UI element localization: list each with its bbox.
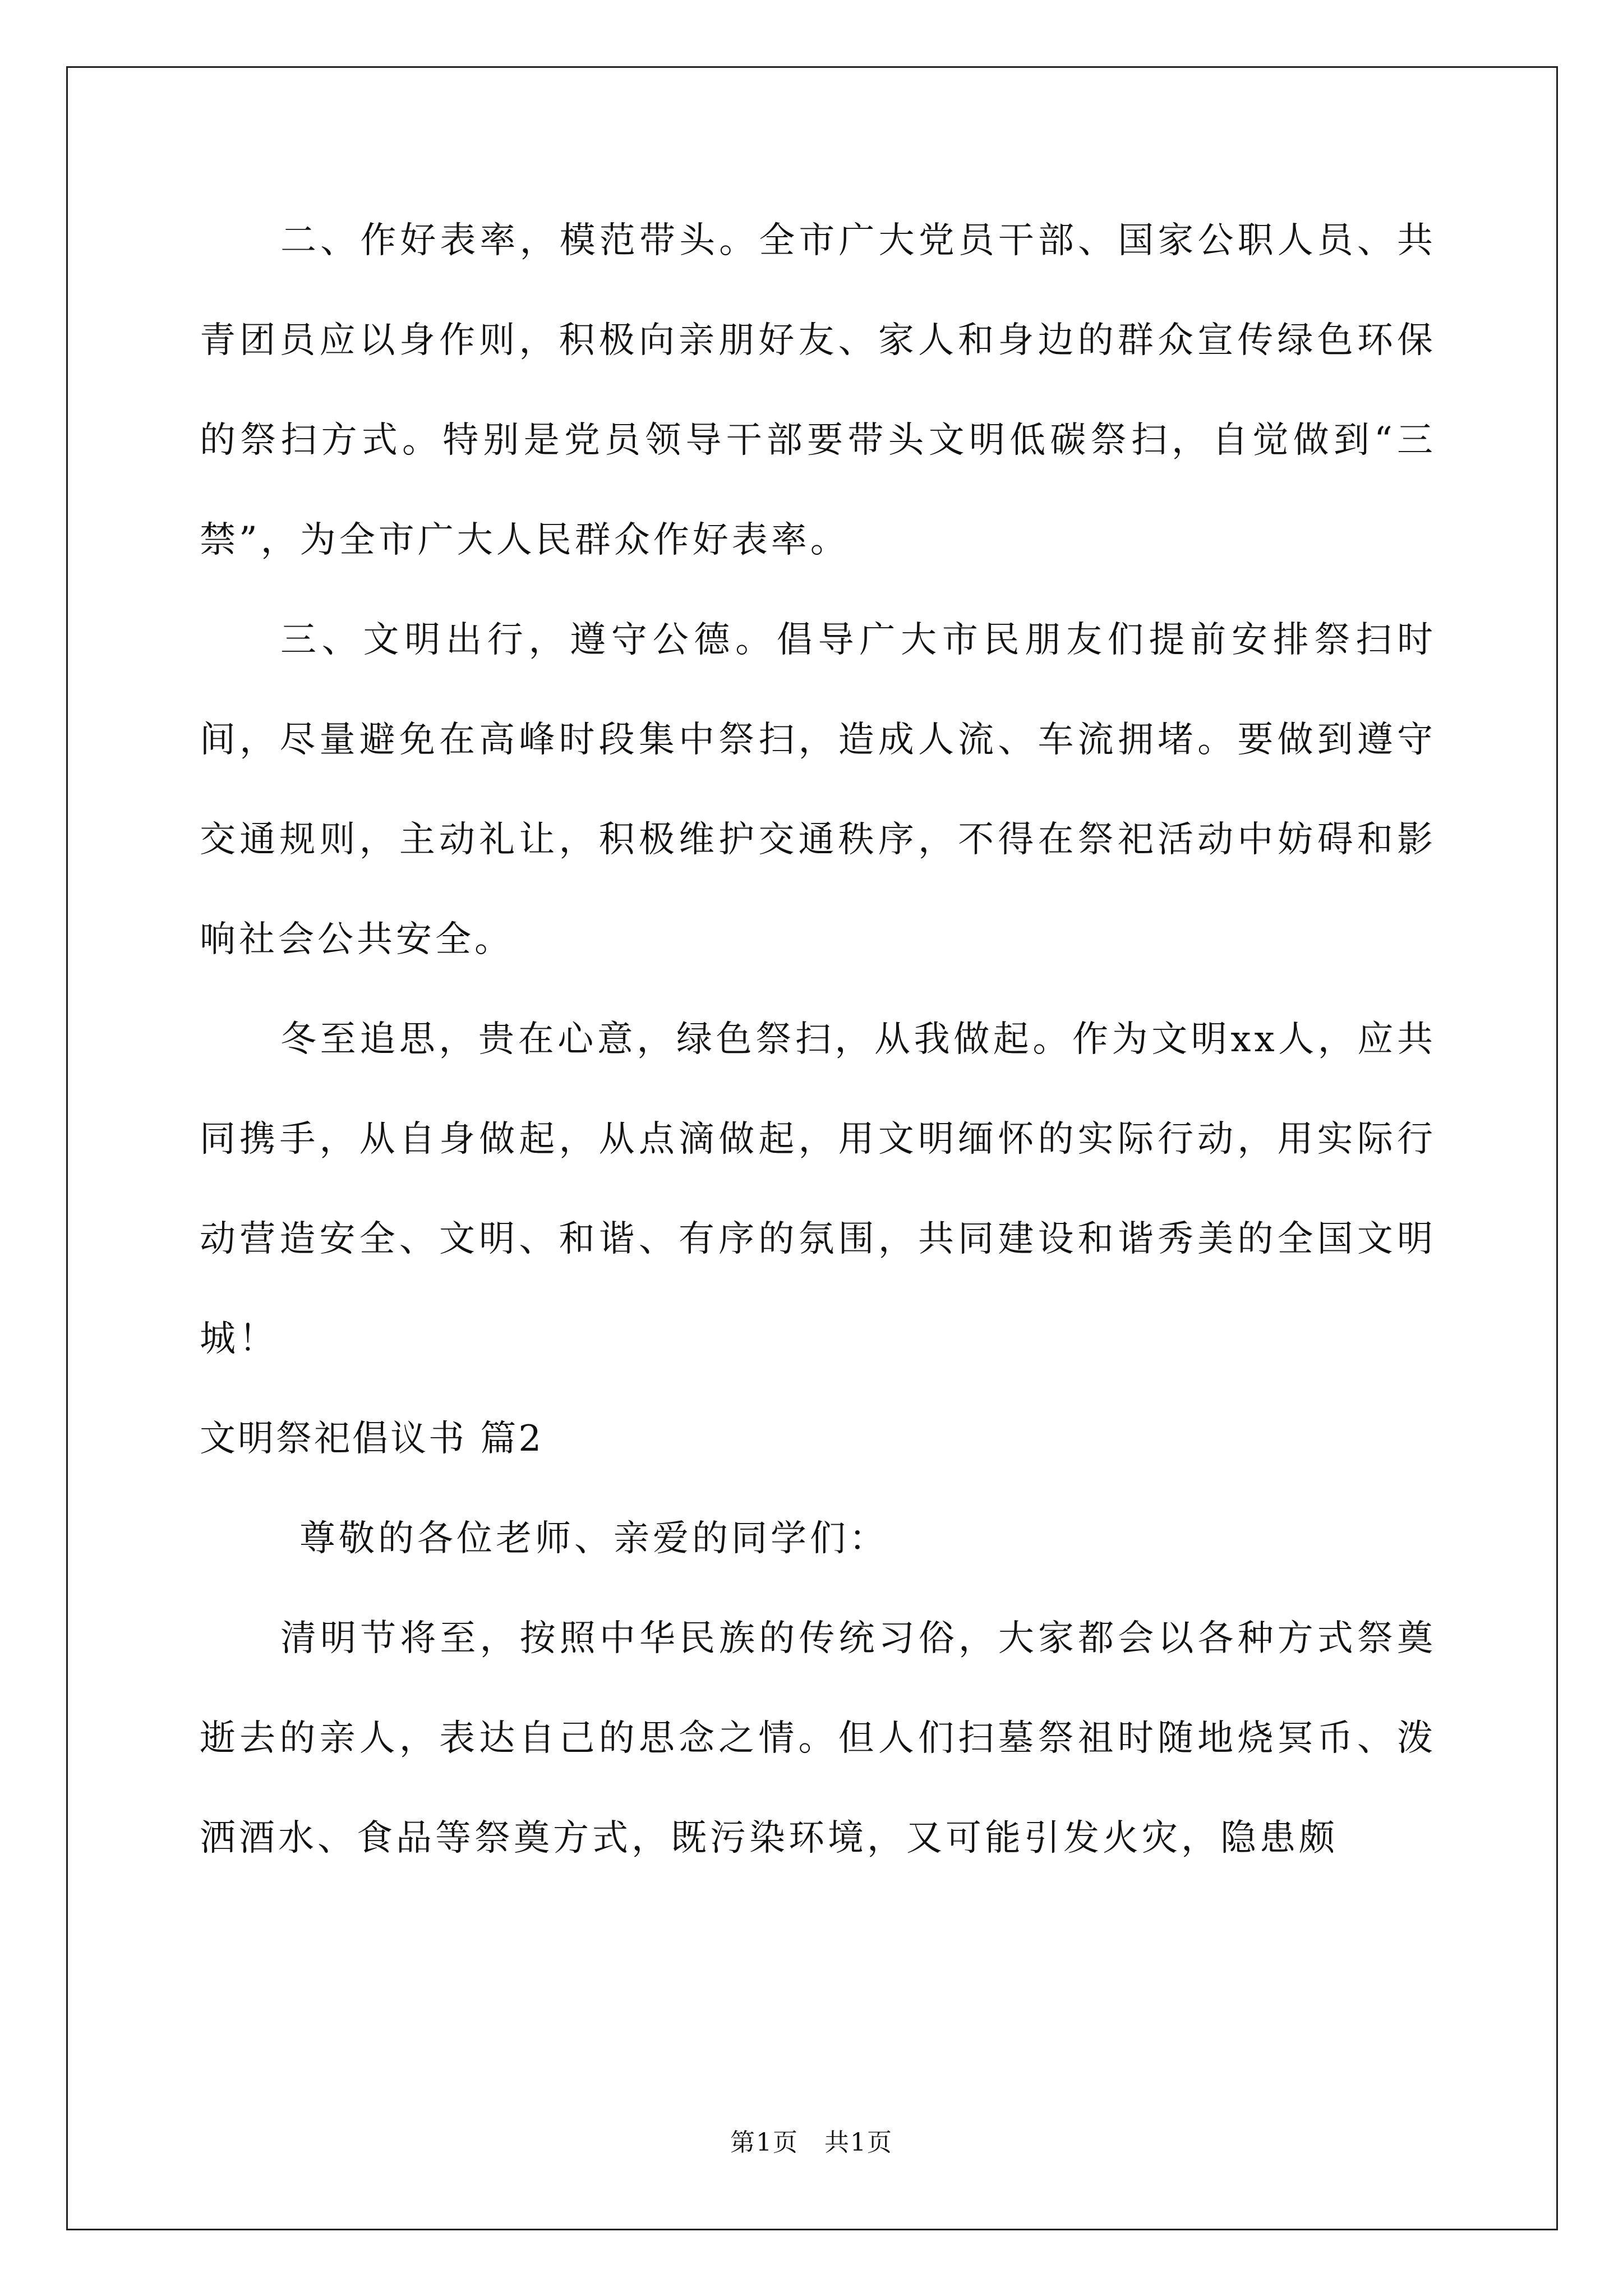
salutation-line: 尊敬的各位老师、亲爱的同学们： [299, 1518, 888, 1559]
document-body [200, 191, 1436, 1888]
paragraph-qingming-intro: 清明节将至，按照中华民族的传统习俗，大家都会以各种方式祭奠逝去的亲人，表达自己的思念之情。但人们扫墓祭祖时随地烧冥币、泼洒酒水、食品等祭奠方式，既污染环境，又可能引发火灾，隐患颇 [200, 1618, 1436, 1859]
paragraph-civil-travel: 三、文明出行，遵守公德。倡导广大市民朋友们提前安排祭扫时间，尽量避免在高峰时段集中祭扫，造成人流、车流拥堵。要做到遵守交通规则，主动礼让，积极维护交通秩序，不得在祭祀活动中妨碍和影响社会公共安全。 [200, 619, 1436, 960]
section-heading: 文明祭祀倡议书 篇2 [200, 1418, 544, 1460]
paragraph-leadership-example: 二、作好表率，模范带头。全市广大党员干部、国家公职人员、共青团员应以身作则，积极向亲朋好友、家人和身边的群众宣传绿色环保的祭扫方式。特别是党员领导干部要带头文明低碳祭扫，自觉做到“三禁”，为全市广大人民群众作好表率。 [200, 220, 1436, 561]
paragraph-closing-call: 冬至追思，贵在心意，绿色祭扫，从我做起。作为文明xx人，应共同携手，从自身做起，从点滴做起，用文明缅怀的实际行动，用实际行动营造安全、文明、和谐、有序的氛围，共同建设和谐秀美的全国文明城！ [200, 1019, 1436, 1360]
page-footer: 第1页 共1页 [730, 2128, 893, 2157]
